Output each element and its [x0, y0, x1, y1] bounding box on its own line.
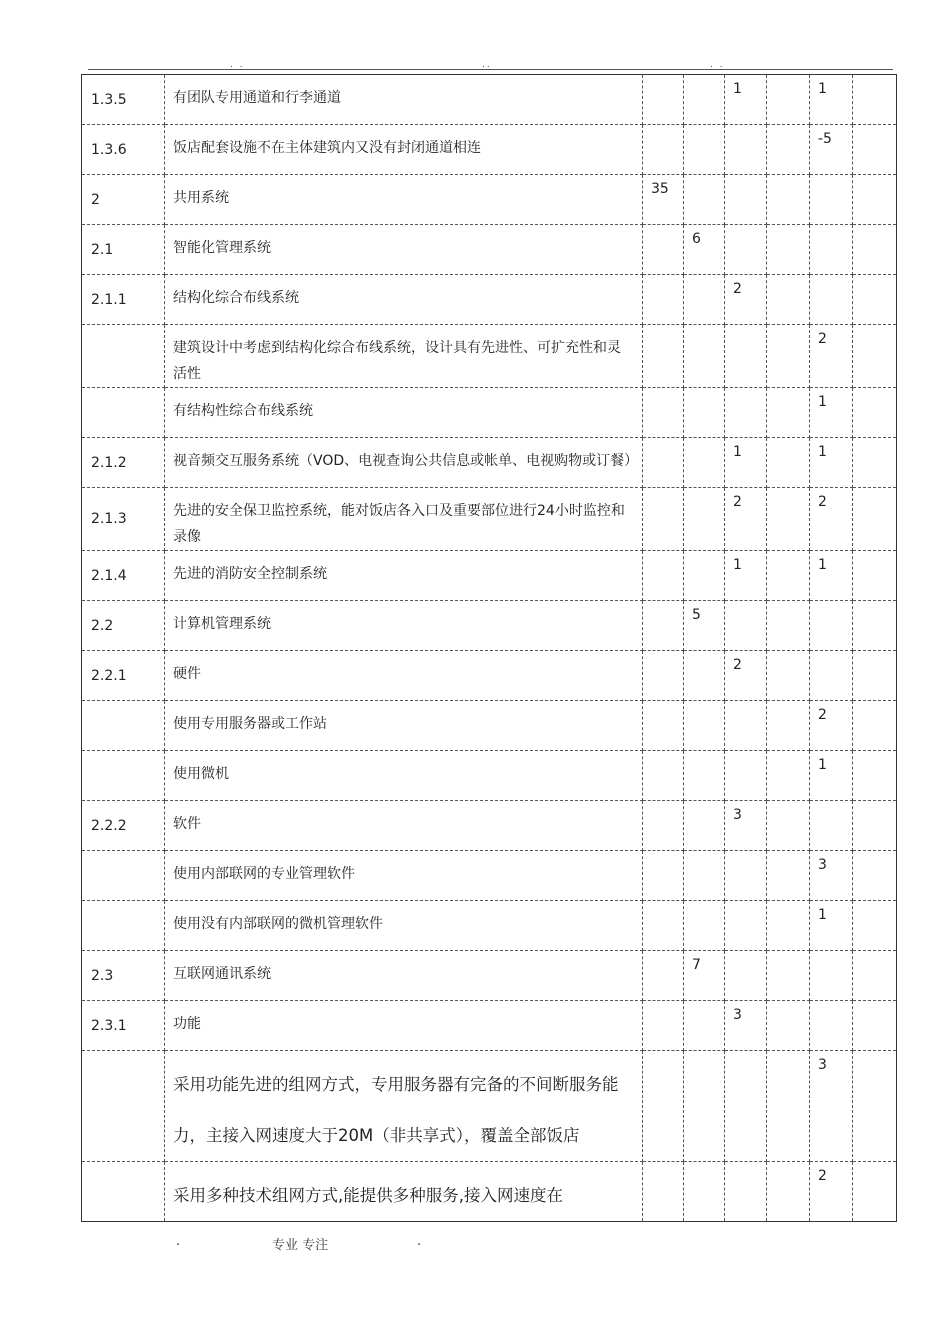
- score-cell-2: [684, 651, 725, 701]
- score-cell-1: [643, 1001, 684, 1051]
- score-cell-1: [643, 851, 684, 901]
- score-cell-1: [643, 438, 684, 488]
- item-code: [82, 701, 165, 751]
- score-cell-4: [767, 75, 810, 125]
- footer-left-mark: .: [176, 1234, 181, 1249]
- score-cell-3: [725, 125, 767, 175]
- score-cell-2: 6: [684, 225, 725, 275]
- score-cell-4: [767, 1162, 810, 1222]
- score-cell-2: [684, 1001, 725, 1051]
- table-row: [82, 225, 897, 275]
- score-cell-3: [725, 701, 767, 751]
- item-code: 2.3: [82, 951, 165, 1001]
- score-cell-5: 1: [810, 75, 853, 125]
- score-cell-3: [725, 601, 767, 651]
- score-cell-6: [853, 438, 897, 488]
- score-cell-4: [767, 1001, 810, 1051]
- score-cell-5: 2: [810, 701, 853, 751]
- score-cell-2: [684, 325, 725, 388]
- score-cell-2: [684, 851, 725, 901]
- score-cell-3: [725, 388, 767, 438]
- table-row: [82, 125, 897, 175]
- score-cell-3: [725, 901, 767, 951]
- score-cell-4: [767, 601, 810, 651]
- score-cell-3: 3: [725, 1001, 767, 1051]
- header-mark-center: ..: [482, 60, 492, 70]
- item-code: 2.1.1: [82, 275, 165, 325]
- item-description: 硬件: [165, 651, 643, 701]
- header-mark-right: . .: [710, 60, 725, 70]
- item-code: 2.1.3: [82, 488, 165, 551]
- score-cell-6: [853, 275, 897, 325]
- score-cell-6: [853, 1001, 897, 1051]
- item-code: 2.2.1: [82, 651, 165, 701]
- score-cell-5: 1: [810, 388, 853, 438]
- item-description: 有团队专用通道和行李通道: [165, 75, 643, 125]
- item-code: [82, 1051, 165, 1162]
- score-cell-4: [767, 438, 810, 488]
- score-cell-5: 1: [810, 751, 853, 801]
- score-cell-3: [725, 751, 767, 801]
- score-cell-4: [767, 551, 810, 601]
- score-cell-1: [643, 75, 684, 125]
- score-cell-3: [725, 951, 767, 1001]
- score-cell-2: 7: [684, 951, 725, 1001]
- item-description: 计算机管理系统: [165, 601, 643, 651]
- score-cell-6: [853, 388, 897, 438]
- score-cell-3: 2: [725, 275, 767, 325]
- scoring-table: [81, 74, 897, 1222]
- table-row: [82, 651, 897, 701]
- item-description: 先进的安全保卫监控系统，能对饭店各入口及重要部位进行24小时监控和录像: [165, 488, 643, 551]
- score-cell-1: [643, 325, 684, 388]
- score-cell-3: 3: [725, 801, 767, 851]
- score-cell-4: [767, 388, 810, 438]
- score-cell-6: [853, 75, 897, 125]
- table-row: [82, 325, 897, 388]
- item-description: 软件: [165, 801, 643, 851]
- score-cell-4: [767, 125, 810, 175]
- score-cell-2: 5: [684, 601, 725, 651]
- score-cell-6: [853, 651, 897, 701]
- score-cell-5: [810, 275, 853, 325]
- item-code: 2: [82, 175, 165, 225]
- score-cell-6: [853, 488, 897, 551]
- score-cell-2: [684, 175, 725, 225]
- score-cell-1: [643, 951, 684, 1001]
- score-cell-5: 2: [810, 1162, 853, 1222]
- item-description: 先进的消防安全控制系统: [165, 551, 643, 601]
- item-description: 有结构性综合布线系统: [165, 388, 643, 438]
- score-cell-1: [643, 901, 684, 951]
- score-cell-5: [810, 601, 853, 651]
- score-cell-3: 1: [725, 75, 767, 125]
- footer-right-mark: .: [417, 1234, 422, 1249]
- score-cell-6: [853, 125, 897, 175]
- score-cell-5: 3: [810, 851, 853, 901]
- score-cell-2: [684, 801, 725, 851]
- item-code: 2.1.4: [82, 551, 165, 601]
- table-row: [82, 1001, 897, 1051]
- score-cell-3: [725, 325, 767, 388]
- score-cell-5: [810, 225, 853, 275]
- score-cell-1: [643, 801, 684, 851]
- score-cell-5: [810, 801, 853, 851]
- score-cell-2: [684, 388, 725, 438]
- score-cell-5: [810, 651, 853, 701]
- table-row: [82, 388, 897, 438]
- score-cell-2: [684, 751, 725, 801]
- score-cell-2: [684, 701, 725, 751]
- score-cell-5: -5: [810, 125, 853, 175]
- score-cell-5: 3: [810, 1051, 853, 1162]
- item-description: 结构化综合布线系统: [165, 275, 643, 325]
- score-cell-2: [684, 1162, 725, 1222]
- item-description: 采用多种技术组网方式,能提供多种服务,接入网速度在: [165, 1162, 643, 1222]
- table-row: [82, 75, 897, 125]
- score-cell-3: 1: [725, 438, 767, 488]
- score-cell-5: [810, 1001, 853, 1051]
- score-cell-6: [853, 325, 897, 388]
- score-cell-1: [643, 701, 684, 751]
- footer-center-text: 专业 专注: [272, 1238, 329, 1253]
- score-cell-6: [853, 551, 897, 601]
- item-code: [82, 388, 165, 438]
- score-cell-3: 1: [725, 551, 767, 601]
- item-code: 1.3.6: [82, 125, 165, 175]
- table-row: [82, 488, 897, 551]
- score-cell-6: [853, 1051, 897, 1162]
- score-cell-6: [853, 851, 897, 901]
- score-cell-2: [684, 488, 725, 551]
- score-cell-4: [767, 175, 810, 225]
- score-cell-6: [853, 175, 897, 225]
- score-cell-4: [767, 225, 810, 275]
- score-cell-2: [684, 551, 725, 601]
- item-description: 建筑设计中考虑到结构化综合布线系统，设计具有先进性、可扩充性和灵活性: [165, 325, 643, 388]
- table-row: [82, 801, 897, 851]
- score-cell-2: [684, 125, 725, 175]
- score-cell-4: [767, 488, 810, 551]
- score-cell-3: [725, 175, 767, 225]
- score-cell-2: [684, 75, 725, 125]
- score-cell-3: 2: [725, 651, 767, 701]
- table-row: [82, 1051, 897, 1162]
- item-code: 2.3.1: [82, 1001, 165, 1051]
- table-row: [82, 951, 897, 1001]
- score-cell-4: [767, 801, 810, 851]
- item-description: 使用专用服务器或工作站: [165, 701, 643, 751]
- score-cell-2: [684, 1051, 725, 1162]
- item-code: 2.2.2: [82, 801, 165, 851]
- score-cell-6: [853, 751, 897, 801]
- score-cell-1: [643, 1162, 684, 1222]
- table-row: [82, 175, 897, 225]
- table-row: [82, 751, 897, 801]
- item-description: 共用系统: [165, 175, 643, 225]
- score-cell-2: [684, 438, 725, 488]
- item-description: 视音频交互服务系统（VOD、电视查询公共信息或帐单、电视购物或订餐）: [165, 438, 643, 488]
- score-cell-3: [725, 1051, 767, 1162]
- item-description: 采用功能先进的组网方式，专用服务器有完备的不间断服务能力，主接入网速度大于20M（非共享式），覆盖全部饭店: [165, 1051, 643, 1162]
- item-description: 互联网通讯系统: [165, 951, 643, 1001]
- score-cell-4: [767, 651, 810, 701]
- score-cell-1: [643, 488, 684, 551]
- table-row: [82, 851, 897, 901]
- score-cell-3: [725, 225, 767, 275]
- score-cell-5: 1: [810, 438, 853, 488]
- page-footer: [0, 1234, 950, 1254]
- score-cell-5: 2: [810, 325, 853, 388]
- score-cell-3: [725, 851, 767, 901]
- score-cell-1: [643, 275, 684, 325]
- score-cell-4: [767, 1051, 810, 1162]
- table-row: [82, 438, 897, 488]
- score-cell-5: 1: [810, 901, 853, 951]
- header-mark-left: . .: [230, 60, 245, 70]
- score-cell-4: [767, 951, 810, 1001]
- score-cell-6: [853, 951, 897, 1001]
- score-cell-1: [643, 551, 684, 601]
- score-cell-3: [725, 1162, 767, 1222]
- item-description: 功能: [165, 1001, 643, 1051]
- item-code: 2.2: [82, 601, 165, 651]
- item-code: 1.3.5: [82, 75, 165, 125]
- table-row: [82, 701, 897, 751]
- score-cell-4: [767, 325, 810, 388]
- item-description: 使用内部联网的专业管理软件: [165, 851, 643, 901]
- table-row: [82, 275, 897, 325]
- score-cell-6: [853, 801, 897, 851]
- item-description: 饭店配套设施不在主体建筑内又没有封闭通道相连: [165, 125, 643, 175]
- score-cell-5: 2: [810, 488, 853, 551]
- item-code: 2.1.2: [82, 438, 165, 488]
- score-cell-4: [767, 701, 810, 751]
- item-code: [82, 901, 165, 951]
- score-cell-5: 1: [810, 551, 853, 601]
- table-row: [82, 901, 897, 951]
- score-cell-1: [643, 225, 684, 275]
- item-description: 使用没有内部联网的微机管理软件: [165, 901, 643, 951]
- score-cell-2: [684, 275, 725, 325]
- score-cell-2: [684, 901, 725, 951]
- score-cell-5: [810, 175, 853, 225]
- score-cell-1: 35: [643, 175, 684, 225]
- score-cell-4: [767, 751, 810, 801]
- page-header: [0, 60, 950, 74]
- item-code: [82, 851, 165, 901]
- score-cell-6: [853, 701, 897, 751]
- item-description: 使用微机: [165, 751, 643, 801]
- score-cell-4: [767, 275, 810, 325]
- score-cell-4: [767, 851, 810, 901]
- score-cell-1: [643, 1051, 684, 1162]
- item-code: 2.1: [82, 225, 165, 275]
- item-code: [82, 751, 165, 801]
- score-cell-5: [810, 951, 853, 1001]
- score-cell-1: [643, 651, 684, 701]
- table-row: [82, 1162, 897, 1222]
- score-cell-3: 2: [725, 488, 767, 551]
- score-cell-6: [853, 225, 897, 275]
- score-cell-4: [767, 901, 810, 951]
- score-cell-6: [853, 1162, 897, 1222]
- item-code: [82, 1162, 165, 1222]
- score-cell-6: [853, 901, 897, 951]
- item-description: 智能化管理系统: [165, 225, 643, 275]
- score-cell-1: [643, 125, 684, 175]
- item-code: [82, 325, 165, 388]
- score-cell-1: [643, 751, 684, 801]
- score-cell-6: [853, 601, 897, 651]
- header-rule: [88, 69, 893, 70]
- table-row: [82, 601, 897, 651]
- score-cell-1: [643, 388, 684, 438]
- score-cell-1: [643, 601, 684, 651]
- table-row: [82, 551, 897, 601]
